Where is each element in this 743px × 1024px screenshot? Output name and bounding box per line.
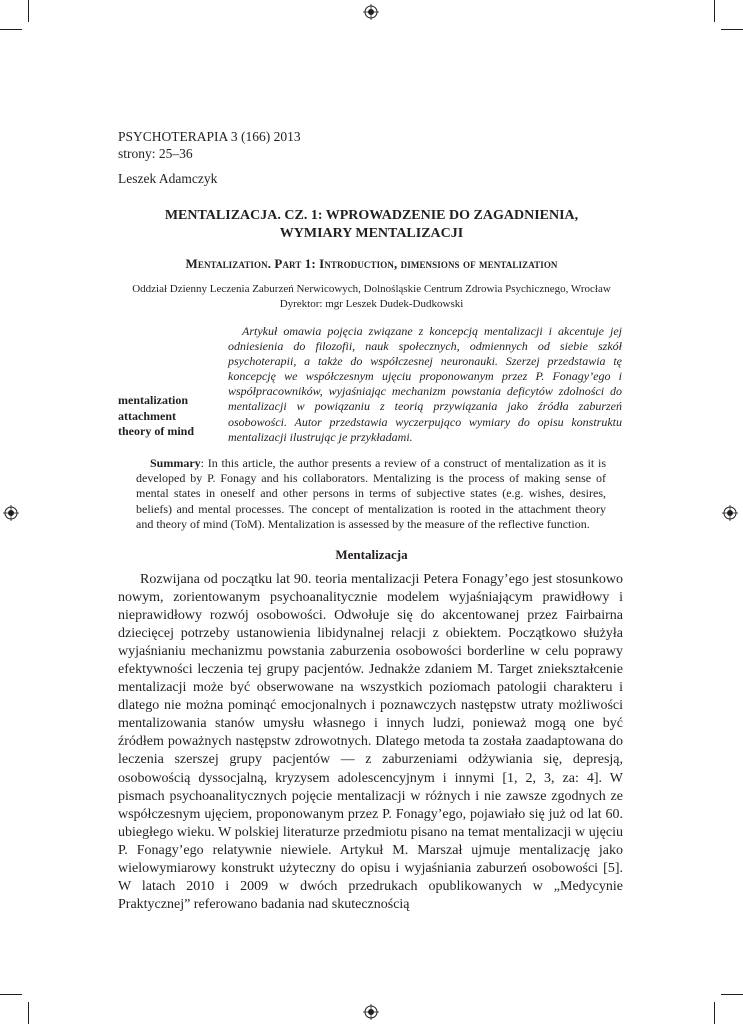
registration-mark-left-icon [3,505,19,521]
article-title [110,207,633,243]
registration-mark-right-icon [722,505,738,521]
article-title-line1: MENTALIZACJA. CZ. 1: WPROWADZENIE DO ZAGADNIENIA, [164,208,579,223]
keywords-list [118,393,194,440]
abstract-polish-text: Artykuł omawia pojęcia związane z koncepcją mentalizacji i akcentuje jej odniesienia do filozofii, nauk społecznych, odmiennych od siebie szkół psychoterapii, a także do współczesnej neuronauki. Szerzej przedstawia tę koncepcję we współczesnym ujęciu proponowanym przez P. Fonagy’ego i współpracowników, wyjaśniając mechanizm powstania deficytów zdolności do mentalizacji w powiązaniu z teorią przywiązania jako źródła zaburzeń osobowości. Autor przedstawia wyczerpująco wymiary do opisu konstruktu mentalizacji ilustrując je przykładami. [228,324,622,444]
article-title-line2: WYMIARY MENTALIZACJI [279,226,464,241]
affiliation-institution: Oddział Dzienny Leczenia Zaburzeń Nerwicowych, Dolnośląskie Centrum Zdrowia Psychicznego, Wrocław [132,283,611,295]
summary-english [136,456,606,532]
article-subtitle-en: Mentalization. Part 1: Introduction, dimensions of mentalization [185,256,558,271]
journal-pages: strony: 25–36 [118,146,193,161]
crop-mark-top-right-h [721,29,743,30]
author-name: Leszek Adamczyk [118,171,218,186]
summary-text: : In this article, the author presents a review of a construct of mentalization as it is developed by P. Fonagy and his collaborators. Mentalizing is the process of making sense of mental states in oneself and other persons in terms of subjective states (e.g. wishes, desires, beliefs) and mental processes. The concept of mentalization is rooted in the attachment theory and theory of mind (ToM). Mentalization is assessed by the measure of the reflective function. [136,456,606,531]
registration-mark-bottom-icon [363,1004,379,1020]
crop-mark-bottom-left-h [0,994,22,995]
keyword-item: mentalization [118,393,188,407]
crop-mark-top-right-v [714,0,715,22]
journal-issue: PSYCHOTERAPIA 3 (166) 2013 [118,129,301,144]
crop-mark-bottom-left-v [28,1002,29,1024]
affiliation-director: Dyrektor: mgr Leszek Dudek-Dudkowski [279,298,464,310]
section-heading: Mentalizacja [335,547,408,562]
abstract-polish [228,324,622,445]
keyword-item: theory of mind [118,424,194,438]
keyword-item: attachment [118,408,176,423]
crop-mark-top-left-h [0,29,22,30]
crop-mark-bottom-right-h [721,994,743,995]
summary-label: Summary [150,456,201,470]
journal-info [118,128,301,162]
registration-mark-top-icon [363,4,379,20]
crop-mark-bottom-right-v [714,1002,715,1024]
crop-mark-top-left-v [28,0,29,22]
affiliation [110,282,633,312]
body-paragraph: Rozwijana od początku lat 90. teoria mentalizacji Petera Fonagy’ego jest stosunkowo nowym, zorientowanym psychoanalitycznie modelem wyjaśniającym prawidłowy i nieprawidłowy rozwój osobowości. Odwołuje się do akcentowanej przez Fairbairna dziecięcej potrzeby ustanowienia libidynalnej relacji z obiektem. Początkowo służyła wyjaśnianiu mechanizmu powstania zaburzenia osobowości borderline w celu poprawy efektywności leczenia tej grupy pacjentów. Jednakże zdaniem M. Target zniekształcenie mentalizacji może być obserwowane na wszystkich poziomach patologii charakteru i dlatego nie można pominąć emocjonalnych i poznawczych następstw utraty możliwości mentalizowania stanów umysłu własnego i innych ludzi, ponieważ mogą one być źródłem poważnych następstw zdrowotnych. Dlatego metoda ta została zaadaptowana do leczenia szerszej grupy pacjentów — z zaburzeniami odżywiania się, depresją, osobowością dyssocjalną, kryzysem adolescencyjnym i innymi [1, 2, 3, za: 4]. W pismach psychoanalitycznych pojęcie mentalizacji w różnych i nie zawsze zgodnych ze współczesnym ujęciem, proponowanym przez P. Fonagy’ego, pojawiało się już od lat 60. ubiegłego wieku. W polskiej literaturze przedmiotu pisano na temat mentalizacji w ujęciu P. Fonagy’ego relatywnie niewiele. Artykuł M. Marszał ujmuje mentalizację jako wielowymiarowy konstrukt użyteczny do opisu i wyjaśniania zaburzeń osobowości [5]. W latach 2010 i 2009 w dwóch przedrukach opublikowanych w „Medycynie Praktycznej” referowano badania nad skutecznością [118,572,623,912]
body-text [118,571,623,914]
